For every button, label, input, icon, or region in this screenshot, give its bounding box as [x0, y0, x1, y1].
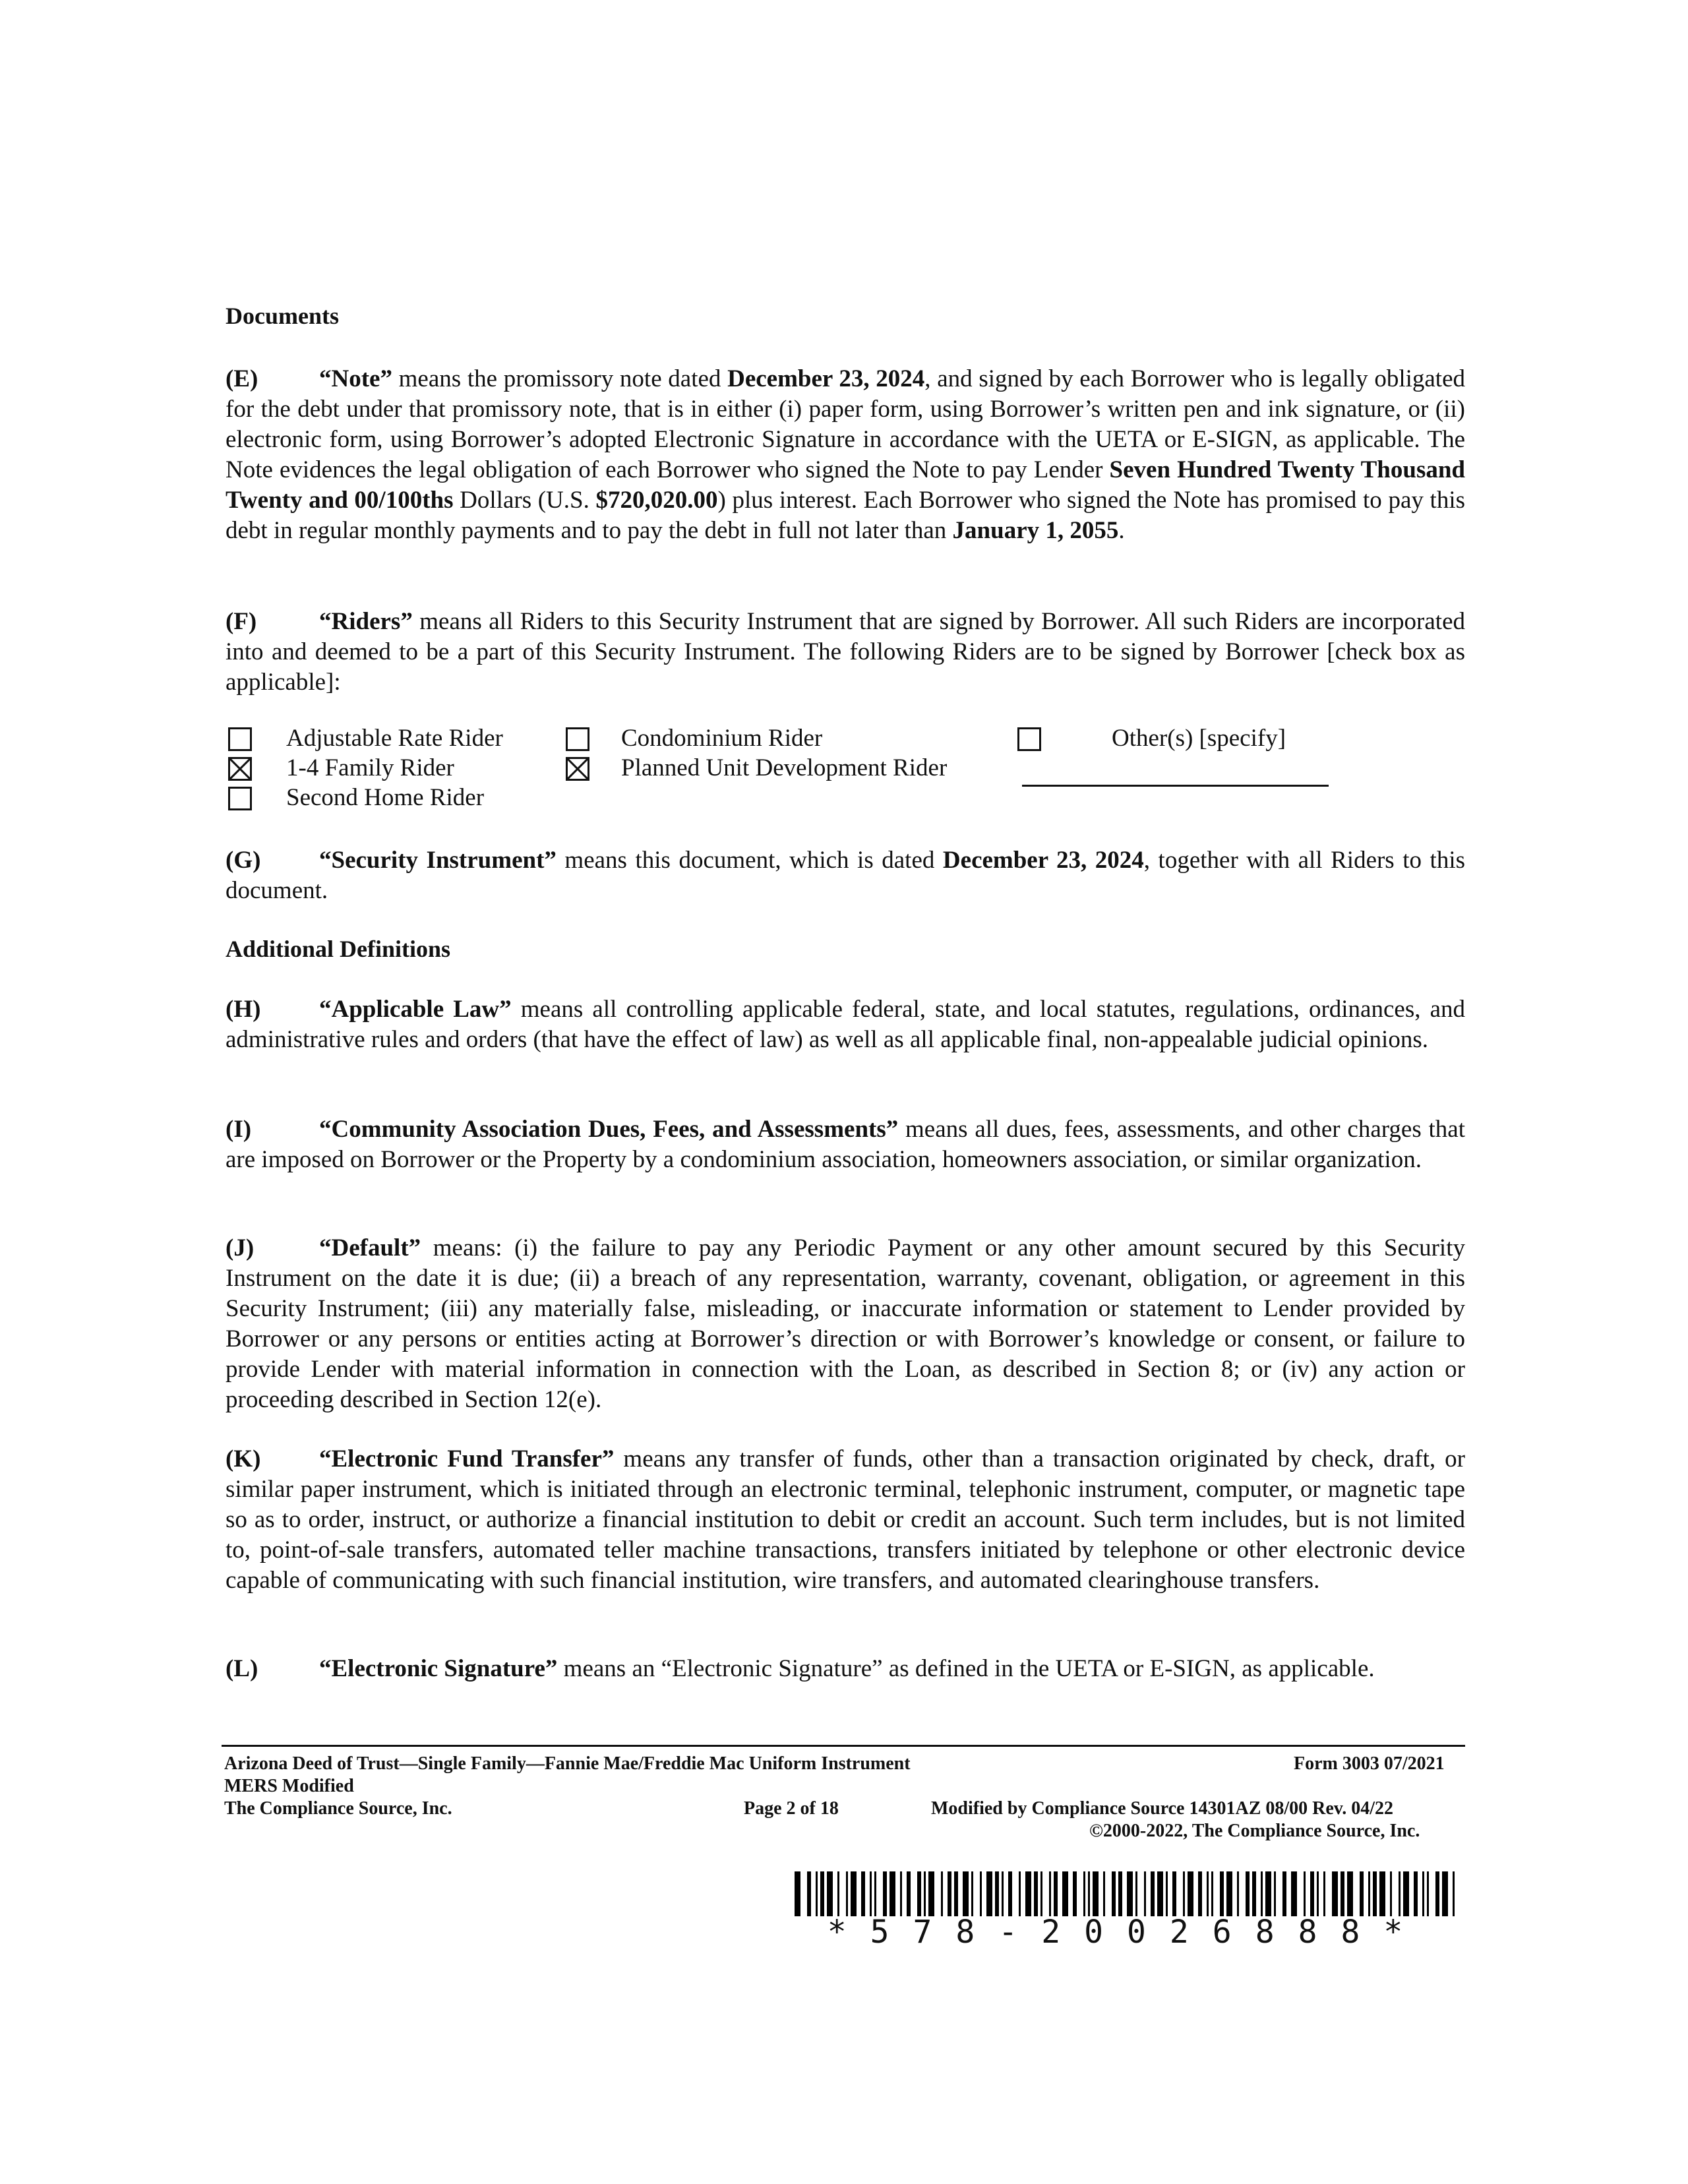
section-heading-documents: Documents — [226, 303, 339, 329]
paragraph-text: means all Riders to this Security Instrument that are signed by Borrower. All such Riders are incorporated into and deemed to be a part of this Security Instrument. The following Riders are to be signed by Borrower [check box as applicable]: — [226, 608, 1465, 696]
barcode-bar — [900, 1871, 902, 1916]
barcode-bar — [1183, 1871, 1185, 1916]
paragraph-riders — [226, 607, 1465, 698]
loan-amount-words: Seven Hundred Twenty Thousand Twenty and 00/100ths — [226, 456, 1466, 514]
barcode-bar — [995, 1871, 999, 1916]
barcode-bar — [1237, 1871, 1239, 1916]
barcode-bar — [1172, 1871, 1176, 1916]
barcode-bar — [1211, 1871, 1213, 1916]
barcode-bar — [917, 1871, 921, 1916]
paragraph-label: (F) — [226, 608, 257, 635]
barcode-bar — [1347, 1871, 1353, 1916]
checkbox-planned-unit-development-rider[interactable] — [566, 757, 589, 781]
barcode-bar — [1403, 1871, 1409, 1916]
specify-line[interactable] — [1022, 785, 1329, 787]
paragraph-text: means an “Electronic Signature” as defined in the UETA or E-SIGN, as applicable. — [557, 1655, 1375, 1682]
paragraph-label: (E) — [226, 365, 258, 392]
barcode-bar — [1135, 1871, 1137, 1916]
barcode — [795, 1871, 1459, 1916]
paragraph-label: (I) — [226, 1116, 252, 1143]
rider-label: Planned Unit Development Rider — [621, 754, 948, 781]
checkbox-condominium-rider[interactable] — [566, 727, 589, 751]
barcode-bar — [928, 1871, 934, 1916]
checkbox-other-riders[interactable] — [1017, 727, 1041, 751]
barcode-bar — [1252, 1871, 1256, 1916]
barcode-bar — [1360, 1871, 1364, 1916]
barcode-bar — [846, 1871, 848, 1916]
barcode-bar — [1188, 1871, 1193, 1916]
paragraph-text: . — [1118, 517, 1125, 544]
note-date: December 23, 2024 — [727, 365, 925, 392]
loan-amount: $720,020.00 — [595, 487, 718, 514]
barcode-bar — [1034, 1871, 1038, 1916]
maturity-date: January 1, 2055 — [952, 517, 1119, 544]
barcode-bar — [986, 1871, 992, 1916]
barcode-bar — [1220, 1871, 1224, 1916]
barcode-bar — [1379, 1871, 1385, 1916]
paragraph-label: (L) — [226, 1655, 258, 1682]
defined-term: “Note” — [319, 365, 392, 392]
defined-term: “Community Association Dues, Fees, and Assessments” — [319, 1116, 899, 1143]
barcode-bar — [870, 1871, 872, 1916]
barcode-bar — [1157, 1871, 1163, 1916]
barcode-text: *578-20026888* — [827, 1914, 1427, 1951]
barcode-bar — [1422, 1871, 1424, 1916]
barcode-bar — [1151, 1871, 1155, 1916]
defined-term: “Riders” — [319, 608, 413, 635]
barcode-bar — [1118, 1871, 1122, 1916]
paragraph-label: (K) — [226, 1445, 261, 1472]
checkbox-adjustable-rate-rider[interactable] — [228, 727, 252, 751]
barcode-bar — [941, 1871, 943, 1916]
barcode-bar — [1265, 1871, 1271, 1916]
footer-form-number: Form 3003 07/2021 — [1294, 1753, 1445, 1774]
barcode-bar — [816, 1871, 818, 1916]
barcode-bar — [1127, 1871, 1133, 1916]
barcode-bar — [1332, 1871, 1338, 1916]
barcode-bar — [1207, 1871, 1209, 1916]
barcode-bar — [1226, 1871, 1232, 1916]
paragraph-default — [226, 1233, 1465, 1415]
rider-label: Other(s) [specify] — [1112, 725, 1286, 752]
paragraph-electronic-signature — [226, 1654, 1465, 1684]
barcode-bar — [1341, 1871, 1344, 1916]
barcode-bar — [1025, 1871, 1031, 1916]
paragraph-text: , and signed by each Borrower who is legally obligated for the debt under that promissory note, that is in either (i) paper form, using Borrower’s written pen and ink signature, or (ii) electronic form, using Borrower’s adopted Electronic Signature in accordance with the UETA or E-SIGN, as applicable. The Note evidences the legal obligation of each Borrower who signed the Note to pay Lender — [226, 365, 1466, 483]
barcode-bar — [1291, 1871, 1297, 1916]
barcode-bar — [954, 1871, 958, 1916]
barcode-bar — [924, 1871, 926, 1916]
paragraph-label: (H) — [226, 996, 261, 1023]
barcode-bar — [1310, 1871, 1314, 1916]
barcode-bar — [1112, 1871, 1116, 1916]
barcode-bar — [837, 1871, 839, 1916]
barcode-bar — [1198, 1871, 1202, 1916]
barcode-bar — [1144, 1871, 1146, 1916]
paragraph-applicable-law — [226, 994, 1465, 1055]
barcode-bar — [889, 1871, 895, 1916]
barcode-bar — [963, 1871, 969, 1916]
paragraph-text: means all dues, fees, assessments, and other charges that are imposed on Borrower or the Property by a condominium association, homeowners association, or similar organization. — [226, 1116, 1465, 1173]
barcode-bar — [980, 1871, 982, 1916]
paragraph-text: means: (i) the failure to pay any Periodic Payment or any other amount secured by this Security Instrument on the date it is due; (ii) a breach of any representation, warranty, covenant, obligation, or agreement in this Security Instrument; (iii) any materially false, misleading, or inaccurate information or statement to Lender provided by Borrower or any persons or entities acting at Borrower’s direction or with Borrower’s knowledge or consent, or failure to provide Lender with material information in connection with the Loan, as described in Section 8; or (iv) any action or proceeding described in Section 12(e). — [226, 1234, 1465, 1413]
barcode-bar — [861, 1871, 865, 1916]
defined-term: “Applicable Law” — [319, 996, 512, 1023]
barcode-bar — [1002, 1871, 1004, 1916]
defined-term: “Security Instrument” — [319, 847, 557, 874]
barcode-bar — [1427, 1871, 1429, 1916]
paragraph-label: (J) — [226, 1234, 255, 1261]
barcode-bar — [851, 1871, 857, 1916]
barcode-bar — [1414, 1871, 1418, 1916]
rider-label: Condominium Rider — [621, 725, 823, 752]
rider-label: 1-4 Family Rider — [286, 754, 454, 781]
barcode-bar — [1093, 1871, 1099, 1916]
footer-rule — [222, 1745, 1465, 1747]
paragraph-label: (G) — [226, 847, 261, 874]
instrument-date: December 23, 2024 — [942, 847, 1144, 874]
barcode-bar — [807, 1871, 811, 1916]
barcode-bar — [874, 1871, 876, 1916]
paragraph-text: , together with all Riders to this document. — [226, 847, 1465, 904]
barcode-bar — [1040, 1871, 1042, 1916]
barcode-bar — [1261, 1871, 1263, 1916]
barcode-bar — [1088, 1871, 1090, 1916]
barcode-bar — [827, 1871, 833, 1916]
footer-mers: MERS Modified — [224, 1776, 354, 1796]
barcode-bar — [971, 1871, 973, 1916]
footer-company: The Compliance Source, Inc. — [224, 1798, 452, 1819]
paragraph-text: Dollars (U.S. — [453, 487, 596, 514]
paragraph-text: means this document, which is dated — [556, 847, 943, 874]
footer-form-title: Arizona Deed of Trust—Single Family—Fannie Mae/Freddie Mac Uniform Instrument — [224, 1753, 911, 1774]
paragraph-text: means all controlling applicable federal, state, and local statutes, regulations, ordinances, and administrative rules and orders (that have the effect of law) as well as all applicable final, non-appealable judicial opinions. — [226, 996, 1465, 1053]
barcode-bar — [1317, 1871, 1319, 1916]
paragraph-electronic-fund-transfer — [226, 1444, 1465, 1596]
barcode-bar — [1282, 1871, 1286, 1916]
footer-copyright: ©2000-2022, The Compliance Source, Inc. — [1089, 1821, 1420, 1841]
section-heading-additional-definitions: Additional Definitions — [226, 936, 451, 962]
barcode-bar — [1368, 1871, 1370, 1916]
barcode-bar — [1390, 1871, 1392, 1916]
defined-term: “Electronic Signature” — [319, 1655, 558, 1682]
paragraph-community-association-dues — [226, 1114, 1465, 1175]
barcode-bar — [1008, 1871, 1012, 1916]
barcode-bar — [1246, 1871, 1250, 1916]
rider-label: Adjustable Rate Rider — [286, 725, 503, 752]
barcode-bar — [1442, 1871, 1448, 1916]
barcode-bar — [1399, 1871, 1401, 1916]
barcode-bar — [1073, 1871, 1077, 1916]
checkbox-second-home-rider[interactable] — [228, 787, 252, 810]
barcode-bar — [1019, 1871, 1021, 1916]
paragraph-text: means the promissory note dated — [392, 365, 728, 392]
paragraph-note — [226, 364, 1465, 546]
barcode-bar — [948, 1871, 951, 1916]
barcode-bar — [907, 1871, 911, 1916]
checkbox-1-4-family-rider[interactable] — [228, 757, 252, 781]
barcode-bar — [1083, 1871, 1085, 1916]
barcode-bar — [1062, 1871, 1068, 1916]
barcode-bar — [1049, 1871, 1051, 1916]
barcode-bar — [1453, 1871, 1455, 1916]
barcode-bar — [1274, 1871, 1276, 1916]
barcode-bar — [1054, 1871, 1058, 1916]
barcode-bar — [1103, 1871, 1105, 1916]
barcode-bar — [1304, 1871, 1306, 1916]
defined-term: “Default” — [319, 1234, 421, 1261]
barcode-bar — [1435, 1871, 1439, 1916]
barcode-bar — [1323, 1871, 1325, 1916]
barcode-bar — [820, 1871, 824, 1916]
barcode-bar — [883, 1871, 887, 1916]
barcode-bar — [1166, 1871, 1168, 1916]
defined-term: “Electronic Fund Transfer” — [319, 1445, 615, 1472]
footer-page-number: Page 2 of 18 — [744, 1798, 839, 1819]
paragraph-security-instrument — [226, 845, 1465, 906]
rider-label: Second Home Rider — [286, 784, 485, 811]
footer-modified: Modified by Compliance Source 14301AZ 08/00 Rev. 04/22 — [931, 1798, 1394, 1819]
paragraph-text: ) plus interest. Each Borrower who signed the Note has promised to pay this debt in regular monthly payments and to pay the debt in full not later than — [226, 487, 1465, 544]
paragraph-text: means any transfer of funds, other than a transaction originated by check, draft, or similar paper instrument, which is initiated through an electronic terminal, telephonic instrument, computer, or magnetic tape so as to order, instruct, or authorize a financial institution to debit or credit an account. Such term includes, but is not limited to, point-of-sale transfers, automated teller machine transactions, transfers initiated by telephone or other electronic device capable of communicating with such financial institution, wire transfers, and automated clearinghouse transfers. — [226, 1445, 1465, 1594]
barcode-bar — [1373, 1871, 1377, 1916]
barcode-bar — [795, 1871, 800, 1916]
